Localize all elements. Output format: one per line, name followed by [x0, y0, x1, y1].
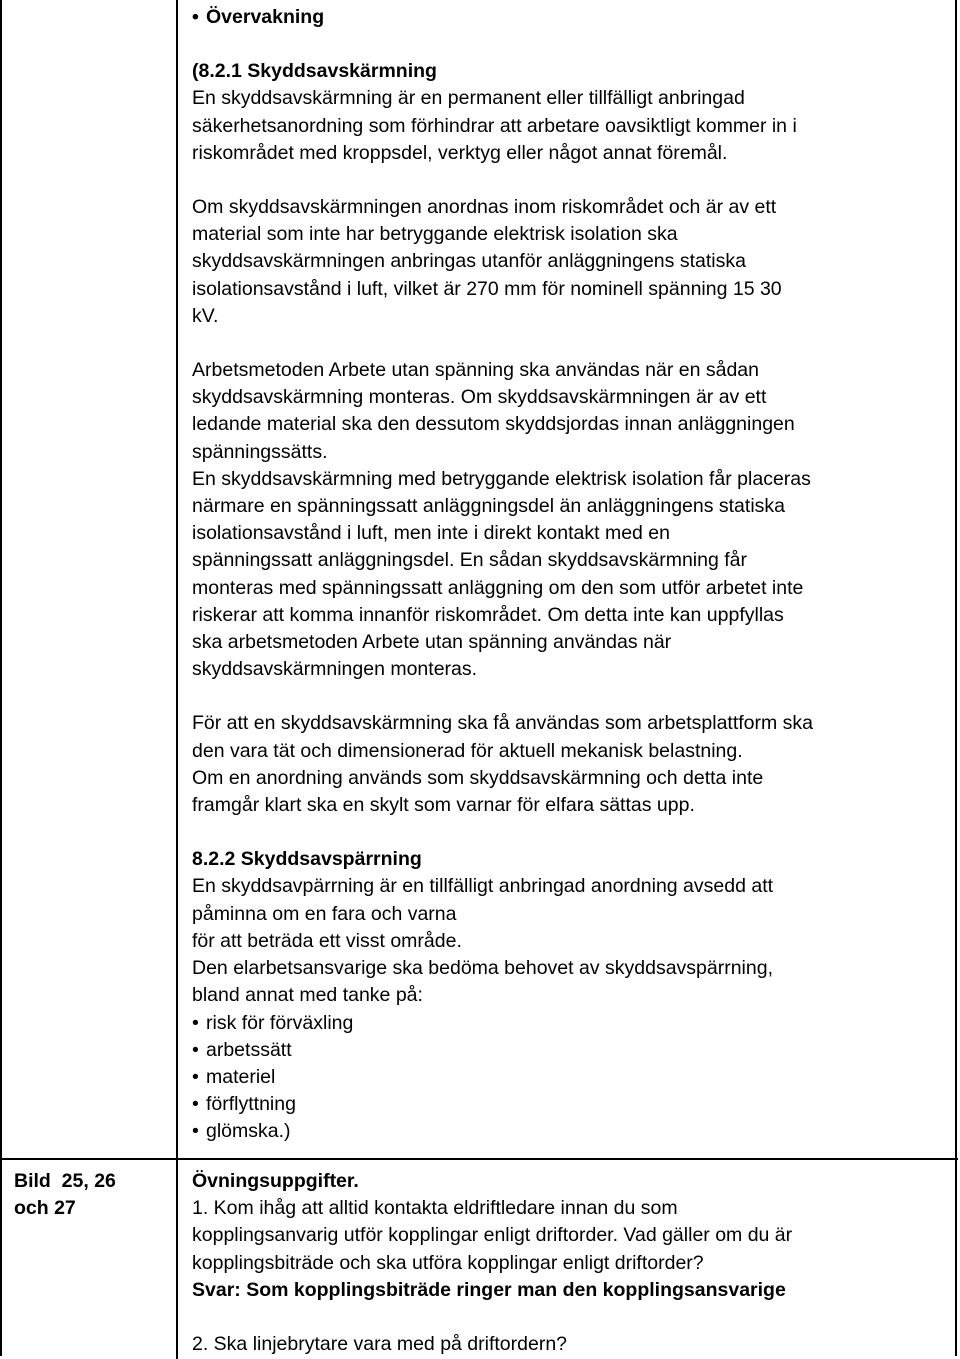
question-line: 2. Ska linjebrytare vara med på driftordern?	[192, 1333, 568, 1356]
s822-line: bland annat med tanke på:	[192, 984, 423, 1007]
list-item: • förflyttning	[192, 1091, 952, 1118]
isolation-line: material som inte har betryggande elektrisk isolation ska	[192, 223, 678, 246]
list-item: • glömska.)	[192, 1118, 952, 1145]
image-reference-label	[14, 1168, 164, 1222]
question-line: 1. Kom ihåg att alltid kontakta eldriftledare innan du som	[192, 1197, 678, 1220]
list-item: • risk för förväxling	[192, 1010, 952, 1037]
main-text-column	[192, 4, 952, 1146]
answer-line: Svar: Som kopplingsbiträde ringer man den kopplingsansvarige	[192, 1278, 786, 1301]
exercises-column	[192, 1168, 952, 1358]
exercises-heading: Övningsuppgifter.	[192, 1170, 359, 1192]
method-line: Arbetsmetoden Arbete utan spänning ska användas när en sådan	[192, 359, 759, 382]
list-item: • materiel	[192, 1064, 952, 1091]
s821-line: säkerhetsanordning som förhindrar att arbetare oavsiktligt kommer in i	[192, 114, 797, 137]
section-heading-822: 8.2.2 Skyddsavspärrning	[192, 848, 422, 871]
method-line: En skyddsavskärmning med betryggande elektrisk isolation får placeras	[192, 467, 811, 490]
column-divider	[176, 0, 178, 1359]
question-line: kopplingsbiträde och ska utföra kopplingar enligt driftorder?	[192, 1251, 704, 1274]
section-heading-821: (8.2.1 Skyddsavskärmning	[192, 60, 437, 83]
method-line: monteras med spänningssatt anläggning om den som utför arbetet inte	[192, 576, 804, 599]
s821-line: En skyddsavskärmning är en permanent eller tillfälligt anbringad	[192, 87, 745, 110]
image-reference-line: Bild 25, 26	[14, 1170, 116, 1192]
s822-line: för att beträda ett visst område.	[192, 929, 462, 952]
method-line: isolationsavstånd i luft, men inte i direkt kontakt med en	[192, 522, 670, 545]
method-line: spänningssätts.	[192, 440, 328, 463]
method-line: närmare en spänningssatt anläggningsdel än anläggningens statiska	[192, 495, 785, 518]
list-item: • arbetssätt	[192, 1037, 952, 1064]
row-divider	[0, 1158, 958, 1160]
platform-line: den vara tät och dimensionerad för aktuell mekanisk belastning.	[192, 739, 743, 762]
platform-line: Om en anordning används som skyddsavskärmning och detta inte	[192, 766, 764, 789]
method-line: skyddsavskärmningen monteras.	[192, 658, 478, 681]
s822-line: Den elarbetsansvarige ska bedöma behovet av skyddsavspärrning,	[192, 957, 774, 980]
isolation-line: isolationsavstånd i luft, vilket är 270 mm för nominell spänning 15 30	[192, 277, 782, 300]
method-line: ska arbetsmetoden Arbete utan spänning användas när	[192, 631, 672, 654]
method-line: ledande material ska den dessutom skyddsjordas innan anläggningen	[192, 413, 795, 436]
top-bullet-list	[192, 4, 952, 31]
platform-line: framgår klart ska en skylt som varnar för elfara sättas upp.	[192, 794, 695, 817]
question-line: kopplingsanvarig utför kopplingar enligt driftorder. Vad gäller om du är	[192, 1224, 793, 1247]
s822-line: påminna om en fara och varna	[192, 902, 457, 925]
method-line: spänningssatt anläggningsdel. En sådan skyddsavskärmning får	[192, 549, 748, 572]
method-line: skyddsavskärmning monteras. Om skyddsavskärmningen är av ett	[192, 386, 767, 409]
platform-line: För att en skyddsavskärmning ska få användas som arbetsplattform ska	[192, 712, 814, 735]
s821-line: riskområdet med kroppsdel, verktyg eller något annat föremål.	[192, 141, 728, 164]
isolation-line: skyddsavskärmningen anbringas utanför anläggningens statiska	[192, 250, 746, 273]
image-reference-line: och 27	[14, 1197, 76, 1220]
s822-line: En skyddsavpärrning är en tillfälligt anbringad anordning avsedd att	[192, 875, 774, 898]
isolation-line: kV.	[192, 304, 219, 327]
bullet-overvakning: • Övervakning	[192, 4, 952, 31]
isolation-line: Om skyddsavskärmningen anordnas inom riskområdet och är av ett	[192, 196, 777, 219]
s822-bullet-list	[192, 1010, 952, 1146]
method-line: riskerar att komma innanför riskområdet. Om detta inte kan uppfyllas	[192, 603, 784, 626]
